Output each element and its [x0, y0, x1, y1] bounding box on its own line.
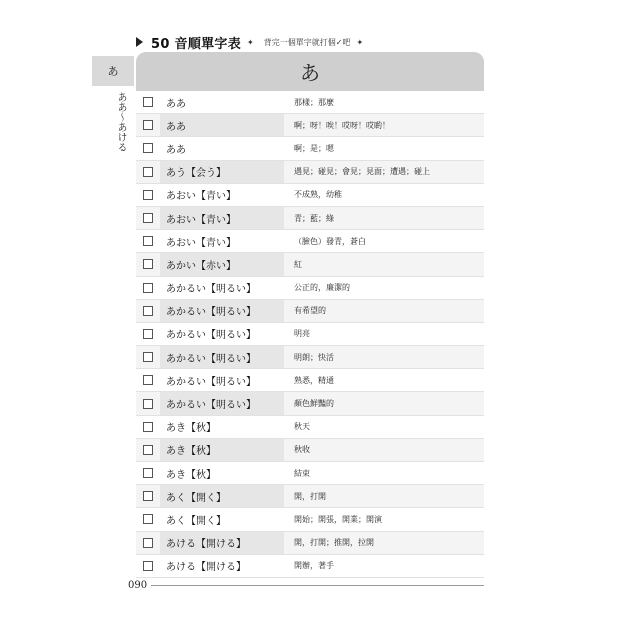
meaning-cell: 青；藍；綠 — [294, 213, 334, 223]
table-row — [136, 161, 484, 184]
checkbox-cell — [136, 422, 160, 432]
table-row — [136, 300, 484, 323]
table-row — [136, 508, 484, 531]
checkbox-cell — [136, 561, 160, 571]
meaning-cell: 明朗；快活 — [294, 352, 334, 362]
table-row — [136, 416, 484, 439]
checkbox-icon[interactable] — [143, 375, 153, 385]
word-cell: あく【開く】 — [166, 515, 226, 527]
checkbox-cell — [136, 352, 160, 362]
meaning-cell: 秋收 — [294, 445, 310, 455]
table-row — [136, 346, 484, 369]
word-cell: あかるい【明るい】 — [166, 330, 256, 342]
checkbox-icon[interactable] — [143, 259, 153, 269]
checkbox-cell — [136, 120, 160, 130]
checkbox-cell — [136, 213, 160, 223]
word-cell: あう【会う】 — [160, 161, 284, 183]
checkbox-icon[interactable] — [143, 120, 153, 130]
page-number: 090 — [128, 580, 148, 591]
page-footer — [128, 580, 484, 591]
checkbox-icon[interactable] — [143, 306, 153, 316]
table-row — [136, 184, 484, 207]
vocabulary-table — [136, 52, 484, 578]
table-row — [136, 462, 484, 485]
meaning-cell: 遇見；碰見；會見；見面；遭遇；碰上 — [294, 167, 430, 177]
checkbox-cell — [136, 167, 160, 177]
table-row — [136, 439, 484, 462]
word-cell: あかるい【明るい】 — [160, 300, 284, 322]
checkbox-cell — [136, 143, 160, 153]
word-cell: あき【秋】 — [160, 439, 284, 461]
word-cell: あき【秋】 — [166, 469, 216, 481]
checkbox-cell — [136, 399, 160, 409]
meaning-cell: 顏色鮮豔的 — [294, 399, 334, 409]
page-header — [136, 33, 363, 51]
meaning-cell: 結束 — [294, 468, 310, 478]
table-row — [136, 91, 484, 114]
checkbox-icon[interactable] — [143, 236, 153, 246]
triangle-bullet-icon — [136, 37, 143, 47]
table-body — [136, 91, 484, 578]
meaning-cell: 開，打開 — [294, 491, 326, 501]
meaning-cell: 開始；開張，開業；開演 — [294, 514, 382, 524]
table-row — [136, 277, 484, 300]
star-icon: ✦ — [356, 37, 364, 47]
word-cell: あおい【青い】 — [166, 237, 236, 249]
section-subtitle: 背完一個單字就打個✓吧 — [263, 37, 351, 47]
checkbox-cell — [136, 190, 160, 200]
checkbox-icon[interactable] — [143, 167, 153, 177]
meaning-cell: 明亮 — [294, 329, 310, 339]
checkbox-cell — [136, 306, 160, 316]
meaning-cell: 那樣；那麼 — [294, 97, 334, 107]
checkbox-icon[interactable] — [143, 538, 153, 548]
word-cell: あかるい【明るい】 — [160, 392, 284, 414]
meaning-cell: 熟悉，精通 — [294, 375, 334, 385]
checkbox-cell — [136, 538, 160, 548]
table-row — [136, 230, 484, 253]
meaning-cell: 開，打開；推開，拉開 — [294, 538, 374, 548]
word-cell: あかるい【明るい】 — [166, 284, 256, 296]
meaning-cell: （臉色）發青，蒼白 — [294, 236, 366, 246]
checkbox-cell — [136, 97, 160, 107]
checkbox-cell — [136, 259, 160, 269]
table-row — [136, 532, 484, 555]
word-cell: あかい【赤い】 — [160, 253, 284, 275]
checkbox-cell — [136, 514, 160, 524]
checkbox-cell — [136, 375, 160, 385]
word-cell: あおい【青い】 — [160, 207, 284, 229]
checkbox-icon[interactable] — [143, 514, 153, 524]
table-row — [136, 114, 484, 137]
index-range: ああ～あける — [115, 92, 126, 152]
meaning-cell: 秋天 — [294, 422, 310, 432]
word-cell: ああ — [166, 144, 186, 156]
word-cell: あかるい【明るい】 — [166, 376, 256, 388]
table-row — [136, 207, 484, 230]
star-icon: ✦ — [247, 37, 254, 47]
meaning-cell: 不成熟，幼稚 — [294, 190, 342, 200]
meaning-cell: 啊；是；嗯 — [294, 143, 334, 153]
word-cell: ああ — [160, 114, 284, 136]
word-cell: ああ — [166, 98, 186, 110]
meaning-cell: 啊；呀！唉！哎呀！哎喲！ — [294, 120, 390, 130]
word-cell: あける【開ける】 — [166, 562, 246, 574]
checkbox-cell — [136, 491, 160, 501]
meaning-cell: 紅 — [294, 259, 302, 269]
checkbox-cell — [136, 468, 160, 478]
table-row — [136, 485, 484, 508]
meaning-cell: 開辦，著手 — [294, 561, 334, 571]
checkbox-icon[interactable] — [143, 468, 153, 478]
checkbox-icon[interactable] — [143, 491, 153, 501]
checkbox-cell — [136, 236, 160, 246]
footer-rule — [151, 585, 484, 586]
word-cell: あおい【青い】 — [166, 191, 236, 203]
checkbox-icon[interactable] — [143, 352, 153, 362]
table-row — [136, 369, 484, 392]
word-cell: あかるい【明るい】 — [160, 346, 284, 368]
section-title: 50 音順單字表 — [151, 36, 242, 52]
word-cell: あける【開ける】 — [160, 532, 284, 554]
index-tab: あ — [92, 56, 134, 86]
checkbox-icon[interactable] — [143, 143, 153, 153]
checkbox-icon[interactable] — [143, 283, 153, 293]
checkbox-cell — [136, 283, 160, 293]
meaning-cell: 有希望的 — [294, 306, 326, 316]
table-heading: あ — [136, 52, 484, 91]
checkbox-icon[interactable] — [143, 422, 153, 432]
checkbox-icon[interactable] — [143, 561, 153, 571]
checkbox-icon[interactable] — [143, 445, 153, 455]
checkbox-icon[interactable] — [143, 213, 153, 223]
checkbox-icon[interactable] — [143, 97, 153, 107]
checkbox-cell — [136, 445, 160, 455]
checkbox-cell — [136, 329, 160, 339]
checkbox-icon[interactable] — [143, 190, 153, 200]
word-cell: あき【秋】 — [166, 423, 216, 435]
table-row — [136, 323, 484, 346]
meaning-cell: 公正的，廉潔的 — [294, 283, 350, 293]
table-row — [136, 137, 484, 160]
checkbox-icon[interactable] — [143, 329, 153, 339]
checkbox-icon[interactable] — [143, 399, 153, 409]
table-row — [136, 253, 484, 276]
word-cell: あく【開く】 — [160, 485, 284, 507]
table-row — [136, 555, 484, 578]
table-row — [136, 392, 484, 415]
